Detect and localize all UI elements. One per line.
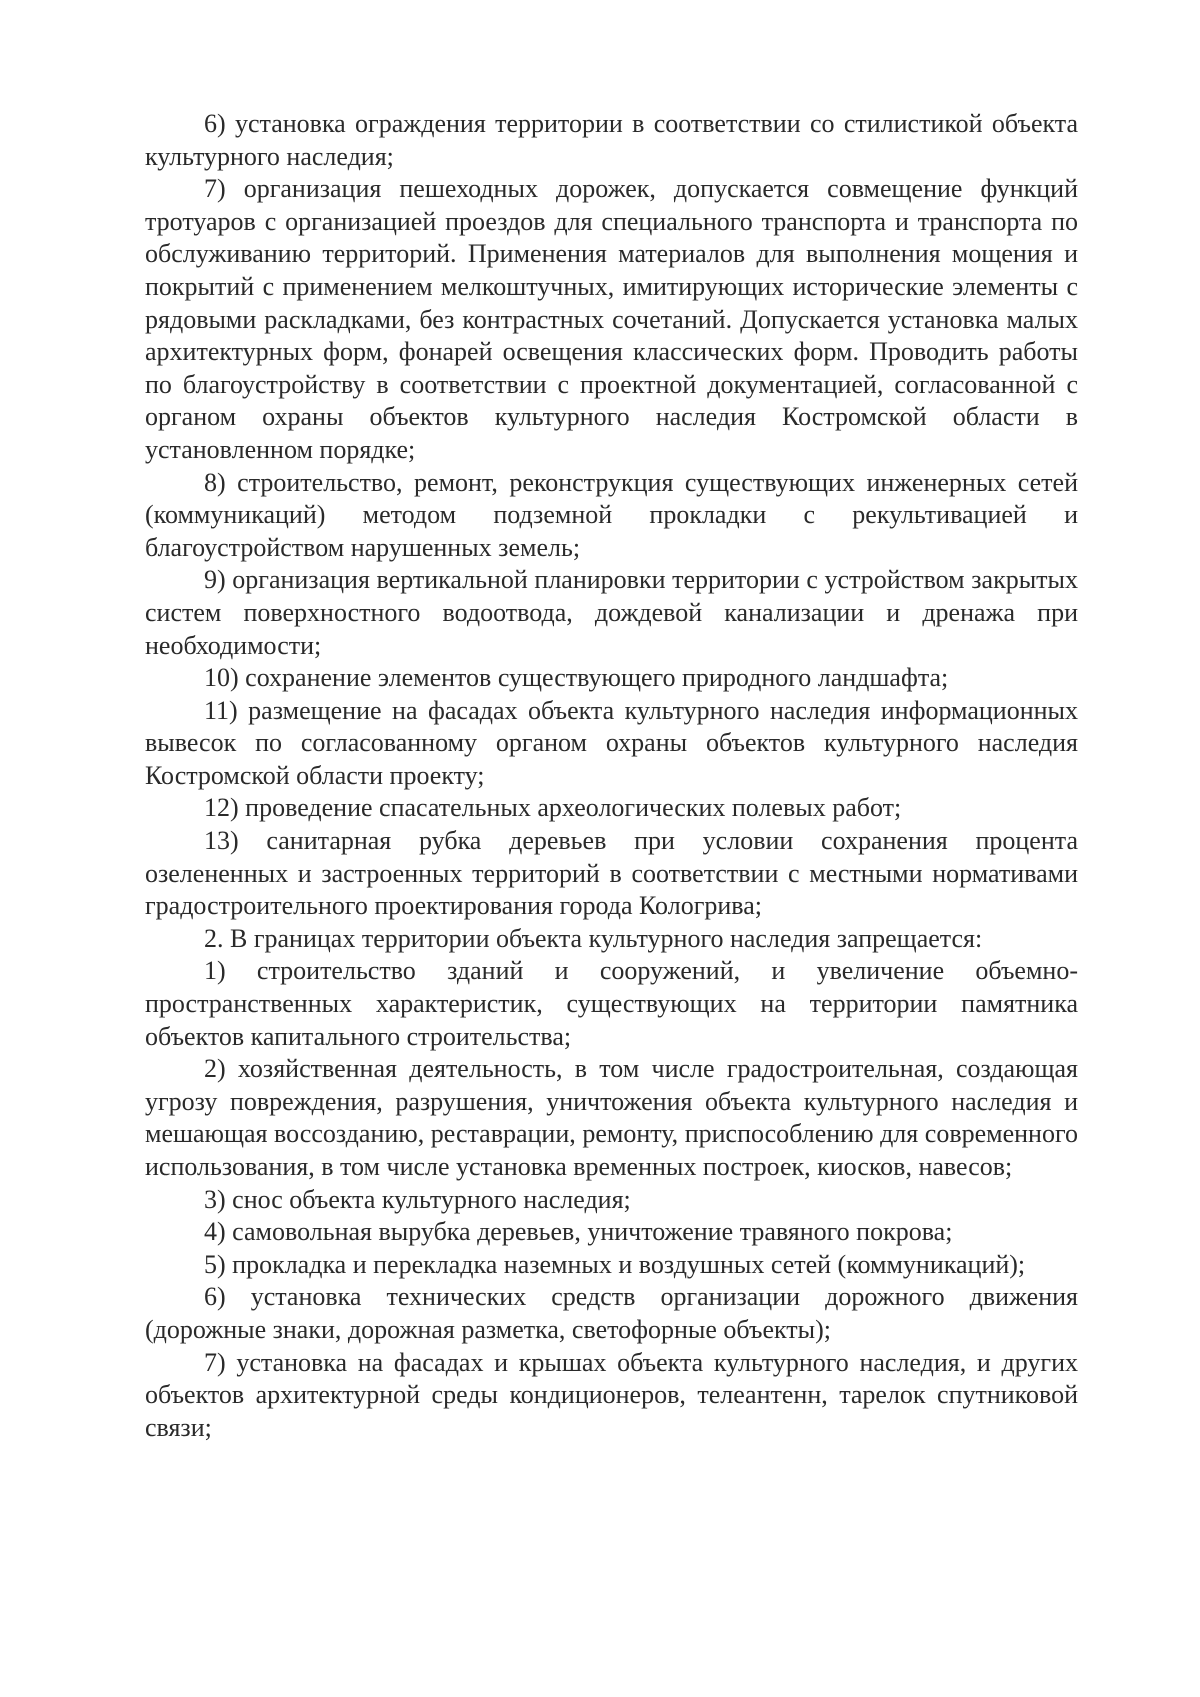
paragraph-item-8-engineering-networks: 8) строительство, ремонт, реконструкция существующих инженерных сетей (коммуникаций) методом подземной прокладки с рекультивацией и благоустройством нарушенных земель; (145, 467, 1078, 562)
prohibited-item-4-tree-cutting: 4) самовольная вырубка деревьев, уничтожение травяного покрова; (204, 1217, 953, 1247)
paragraph-item-6-fence: 6) установка ограждения территории в соответствии со стилистикой объекта культурного наследия; (145, 109, 1078, 171)
prohibited-item-1-construction: 1) строительство зданий и сооружений, и увеличение объемно-пространственных характеристик, существующих на территории памятника объектов капитального строительства; (145, 956, 1078, 1051)
prohibited-item-3-demolition: 3) снос объекта культурного наследия; (204, 1184, 631, 1214)
paragraph-item-13-sanitary-felling: 13) санитарная рубка деревьев при условии сохранения процента озелененных и застроенных территорий в соответствии с местными нормативами градостроительного проектирования города Кологрива; (145, 826, 1078, 921)
paragraph-item-9-vertical-planning: 9) организация вертикальной планировки территории с устройством закрытых систем поверхностного водоотвода, дождевой канализации и дренажа при необходимости; (145, 565, 1078, 660)
paragraph-item-7-walkways: 7) организация пешеходных дорожек, допускается совмещение функций тротуаров с организацией проездов для специального транспорта и транспорта по обслуживанию территорий. Применения материалов для выполнения мощения и покрытий с применением мелкоштучных, имитирующих исторические элементы с рядовыми раскладками, без контрастных сочетаний. Допускается установка малых архитектурных форм, фонарей освещения классических форм. Проводить работы по благоустройству в соответствии с проектной документацией, согласованной с органом охраны объектов культурного наследия Костромской области в установленном порядке; (145, 174, 1078, 464)
prohibited-item-7-facade-equipment: 7) установка на фасадах и крышах объекта культурного наследия, и других объектов архитектурной среды кондиционеров, телеантенн, тарелок спутниковой связи; (145, 1347, 1078, 1442)
prohibited-item-6-traffic-devices: 6) установка технических средств организации дорожного движения (дорожные знаки, дорожная разметка, светофорные объекты); (145, 1282, 1078, 1344)
document-page (145, 108, 1078, 1444)
section-2-heading: 2. В границах территории объекта культурного наследия запрещается: (204, 923, 983, 953)
prohibited-item-5-overhead-networks: 5) прокладка и перекладка наземных и воздушных сетей (коммуникаций); (204, 1249, 1026, 1279)
paragraph-item-11-signboards: 11) размещение на фасадах объекта культурного наследия информационных вывесок по согласованному органом охраны объектов культурного наследия Костромской области проекту; (145, 695, 1078, 790)
paragraph-item-12-archaeology: 12) проведение спасательных археологических полевых работ; (204, 793, 902, 823)
paragraph-item-10-landscape: 10) сохранение элементов существующего природного ландшафта; (204, 663, 949, 693)
prohibited-item-2-economic-activity: 2) хозяйственная деятельность, в том числе градостроительная, создающая угрозу повреждения, разрушения, уничтожения объекта культурного наследия и мешающая воссозданию, реставрации, ремонту, приспособлению для современного использования, в том числе установка временных построек, киосков, навесов; (145, 1054, 1078, 1181)
